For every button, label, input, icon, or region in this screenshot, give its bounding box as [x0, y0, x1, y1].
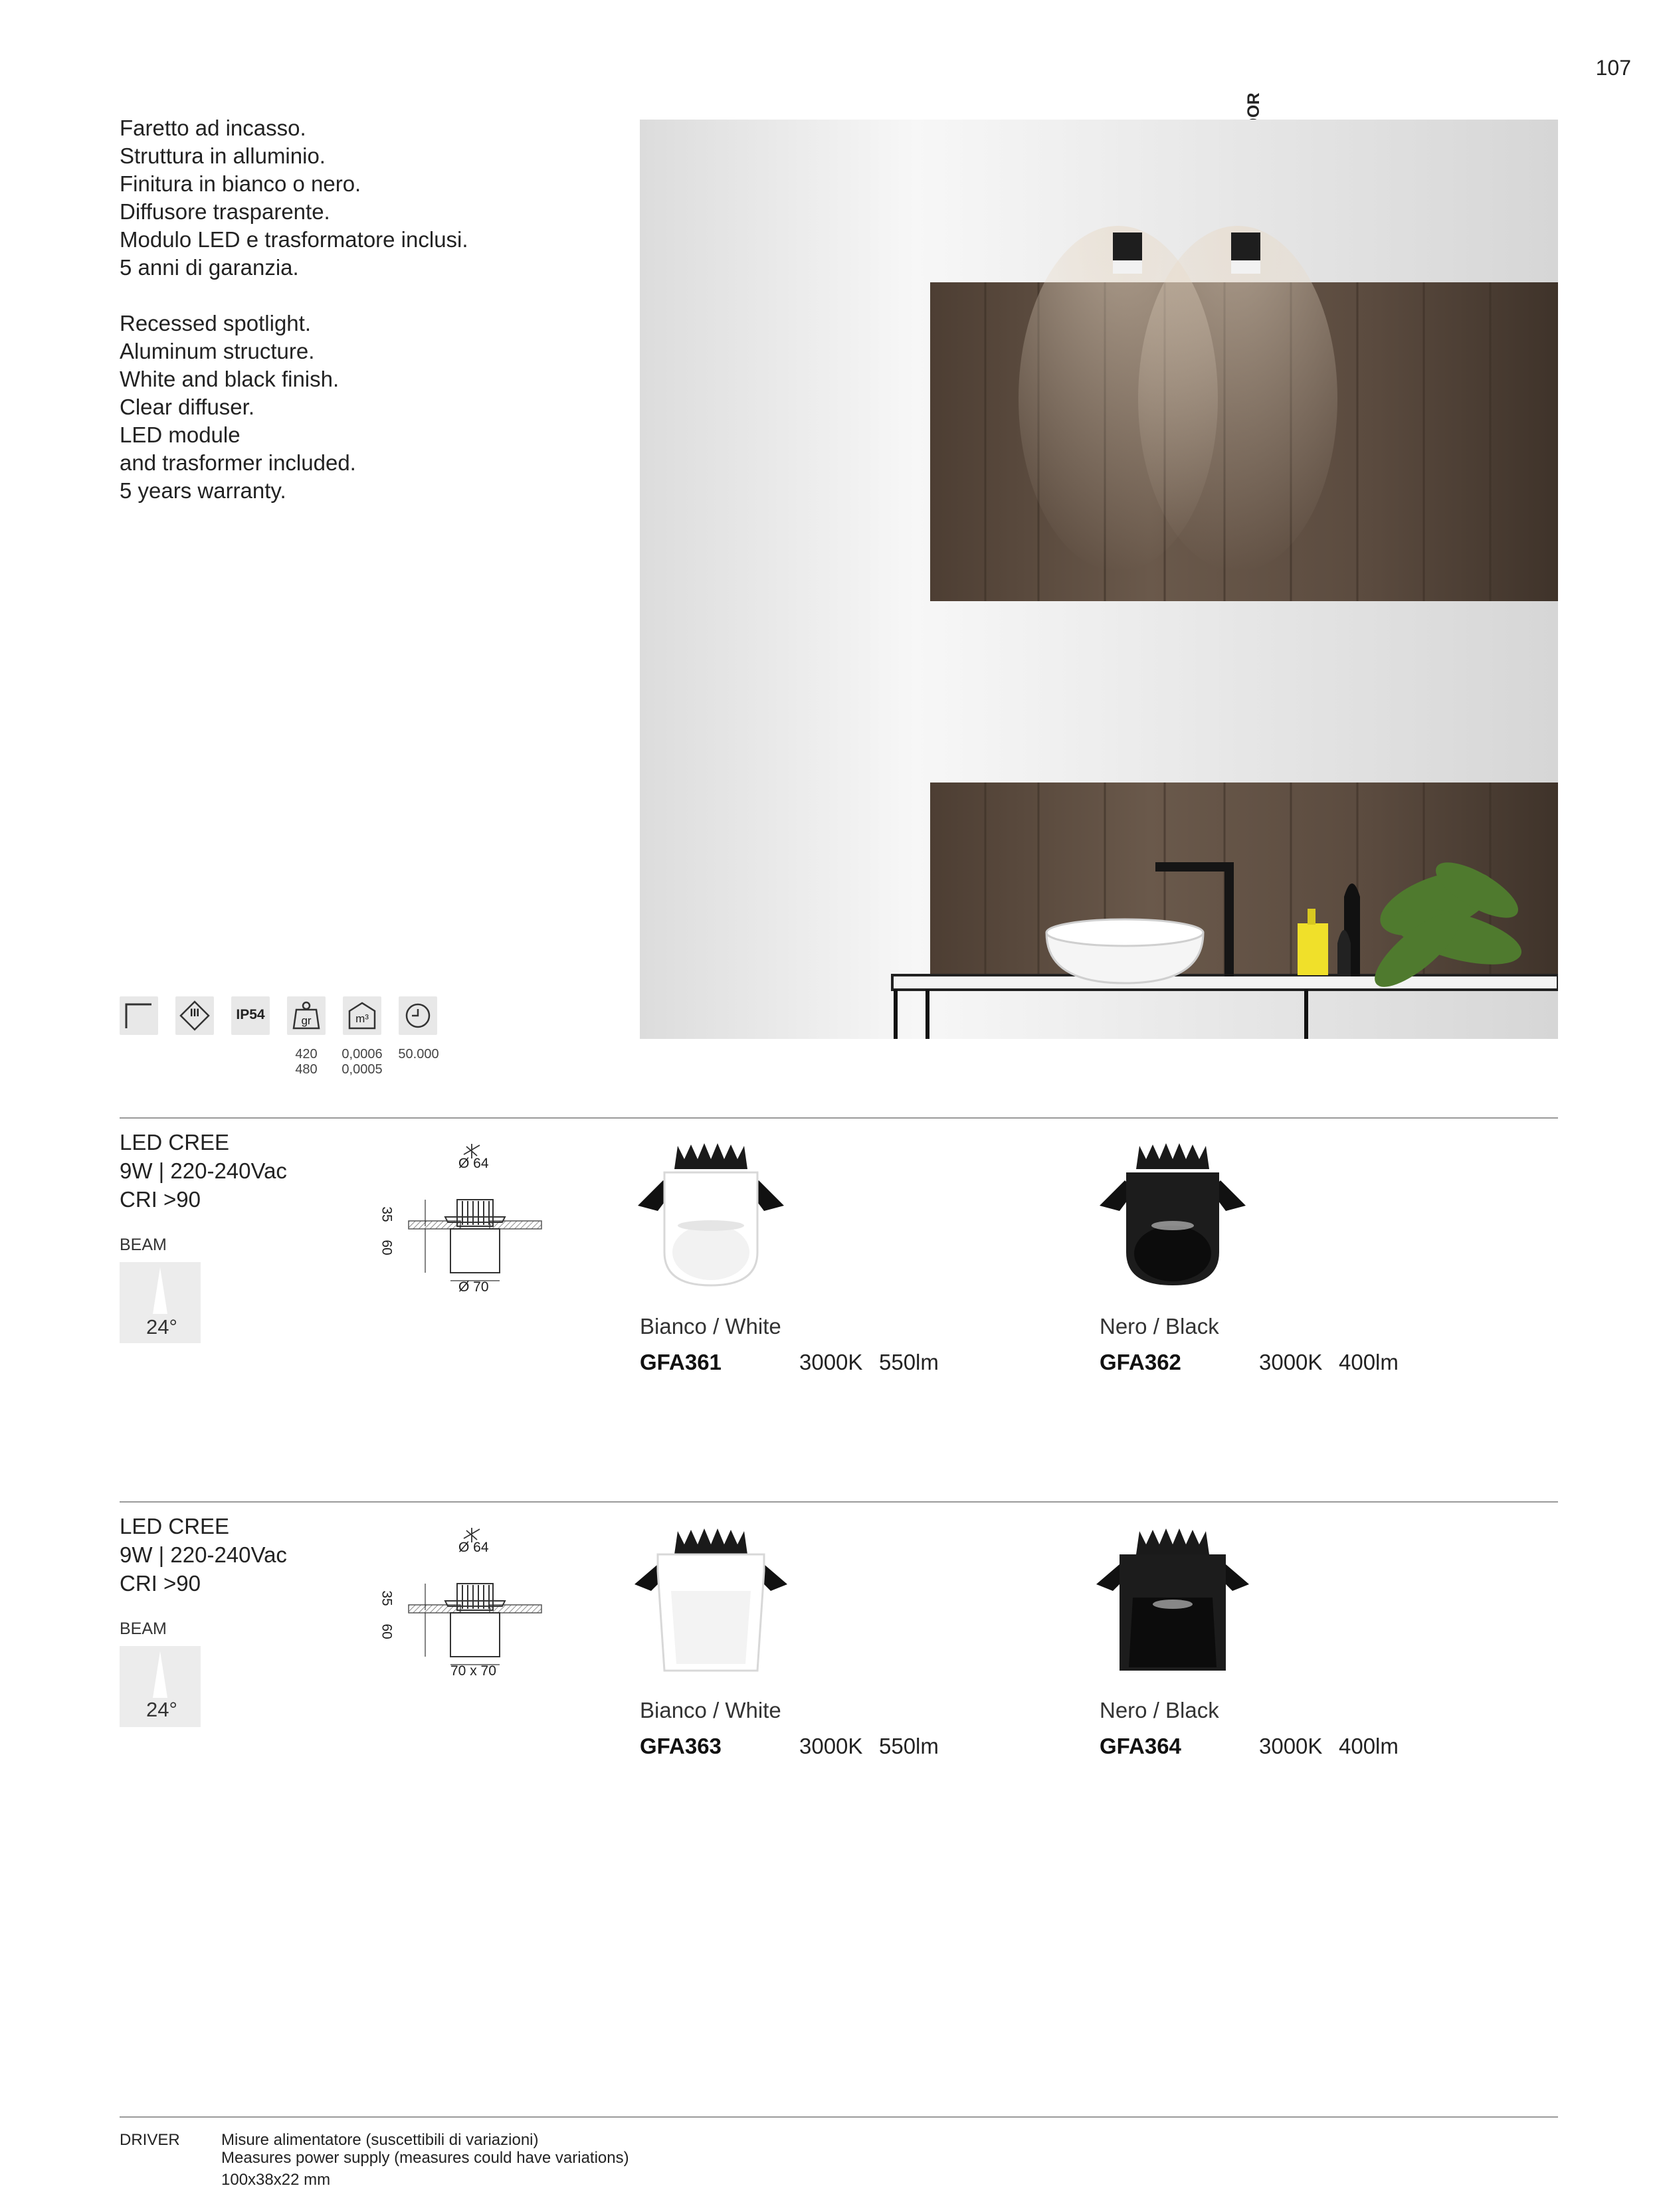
desc-en-line: 5 years warranty. — [120, 478, 286, 503]
volume-value: 0,0006 — [342, 1047, 383, 1061]
desc-it-line: Faretto ad incasso. — [120, 116, 306, 140]
variant-color: Bianco / White — [640, 1698, 781, 1722]
footer-line: 100x38x22 mm — [221, 2171, 331, 2189]
desc-en-line: White and black finish. — [120, 367, 340, 391]
desc-en-line: LED module — [120, 422, 241, 447]
product-description — [120, 114, 468, 505]
weight-values — [284, 1047, 328, 1077]
desc-it-line: 5 anni di garanzia. — [120, 255, 299, 280]
variant-lumen: 400lm — [1339, 1350, 1399, 1374]
drawing-top-label: Ø 64 — [458, 1156, 489, 1171]
product-spec — [120, 1128, 287, 1214]
class-iii-icon — [175, 996, 214, 1035]
product-spec — [120, 1512, 287, 1598]
variant-lumen: 550lm — [879, 1734, 939, 1758]
variant-lumen: 400lm — [1339, 1734, 1399, 1758]
weight-icon — [287, 996, 326, 1035]
drawing-bottom-label: Ø 70 — [458, 1279, 489, 1295]
volume-icon — [343, 996, 381, 1035]
drawing-dim-a: 35 — [379, 1206, 395, 1222]
variant-cct: 3000K — [1259, 1734, 1323, 1758]
lifetime-icon — [399, 996, 437, 1035]
spec-line: CRI >90 — [120, 1187, 201, 1212]
desc-en-line: and trasformer included. — [120, 450, 356, 475]
spec-line: LED CREE — [120, 1514, 230, 1538]
drawing-dim-a: 35 — [379, 1590, 395, 1606]
lifetime-values — [392, 1047, 445, 1062]
desc-it-line: Modulo LED e trasformatore inclusi. — [120, 227, 468, 252]
spec-line: 9W | 220-240Vac — [120, 1542, 287, 1567]
bathroom-scene-illustration — [640, 120, 1558, 1039]
volume-value: 0,0005 — [342, 1062, 383, 1077]
product-image-white-square — [631, 1518, 791, 1677]
desc-it-line: Finitura in bianco o nero. — [120, 171, 361, 196]
beam-label: BEAM — [120, 1619, 167, 1638]
recessed-icon — [120, 996, 158, 1035]
variant-cct: 3000K — [799, 1350, 863, 1374]
footer-driver-label: DRIVER — [120, 2131, 180, 2149]
spec-line: LED CREE — [120, 1130, 230, 1154]
technical-drawing — [372, 1140, 571, 1306]
ip-rating-label: IP54 — [236, 1007, 265, 1022]
product-image-black-round — [1093, 1133, 1252, 1292]
spec-line: CRI >90 — [120, 1571, 201, 1596]
spec-line: 9W | 220-240Vac — [120, 1158, 287, 1183]
variant-cct: 3000K — [799, 1734, 863, 1758]
lifetime-value: 50.000 — [398, 1047, 439, 1061]
variant-lumen: 550lm — [879, 1350, 939, 1374]
desc-en-line: Recessed spotlight. — [120, 311, 311, 335]
footer-divider — [120, 2116, 1558, 2118]
technical-drawing — [372, 1524, 571, 1690]
variant-cct: 3000K — [1259, 1350, 1323, 1374]
product-image-black-square — [1093, 1518, 1252, 1677]
class-iii-label: III — [189, 1006, 200, 1019]
drawing-bottom-label: 70 x 70 — [450, 1663, 496, 1679]
variant-color: Nero / Black — [1100, 1314, 1219, 1338]
product-image-white-round — [631, 1133, 791, 1292]
page-number: 107 — [1595, 56, 1631, 80]
footer-driver-text — [221, 2131, 629, 2189]
variant-code: GFA362 — [1100, 1350, 1181, 1374]
weight-label: gr — [301, 1014, 312, 1027]
desc-en-line: Clear diffuser. — [120, 395, 254, 419]
ambient-photo — [640, 120, 1558, 1039]
weight-value: 480 — [295, 1062, 318, 1077]
variant-code: GFA364 — [1100, 1734, 1181, 1758]
section-divider — [120, 1501, 1558, 1503]
footer-line: Measures power supply (measures could have variations) — [221, 2149, 629, 2167]
volume-values — [334, 1047, 391, 1077]
section-divider — [120, 1117, 1558, 1119]
desc-it-line: Struttura in alluminio. — [120, 143, 326, 168]
volume-label: m³ — [355, 1012, 369, 1025]
drawing-top-label: Ø 64 — [458, 1540, 489, 1555]
variant-code: GFA361 — [640, 1350, 722, 1374]
drawing-dim-b: 60 — [379, 1623, 395, 1639]
weight-value: 420 — [295, 1047, 318, 1061]
variant-color: Nero / Black — [1100, 1698, 1219, 1722]
drawing-dim-b: 60 — [379, 1240, 395, 1255]
ip-rating-icon — [231, 996, 270, 1035]
variant-code: GFA363 — [640, 1734, 722, 1758]
beam-label: BEAM — [120, 1236, 167, 1254]
desc-it-line: Diffusore trasparente. — [120, 199, 330, 224]
variant-color: Bianco / White — [640, 1314, 781, 1338]
beam-angle: 24° — [146, 1315, 177, 1338]
beam-angle: 24° — [146, 1698, 177, 1721]
footer-line: Misure alimentatore (suscettibili di variazioni) — [221, 2131, 539, 2149]
desc-en-line: Aluminum structure. — [120, 339, 315, 363]
